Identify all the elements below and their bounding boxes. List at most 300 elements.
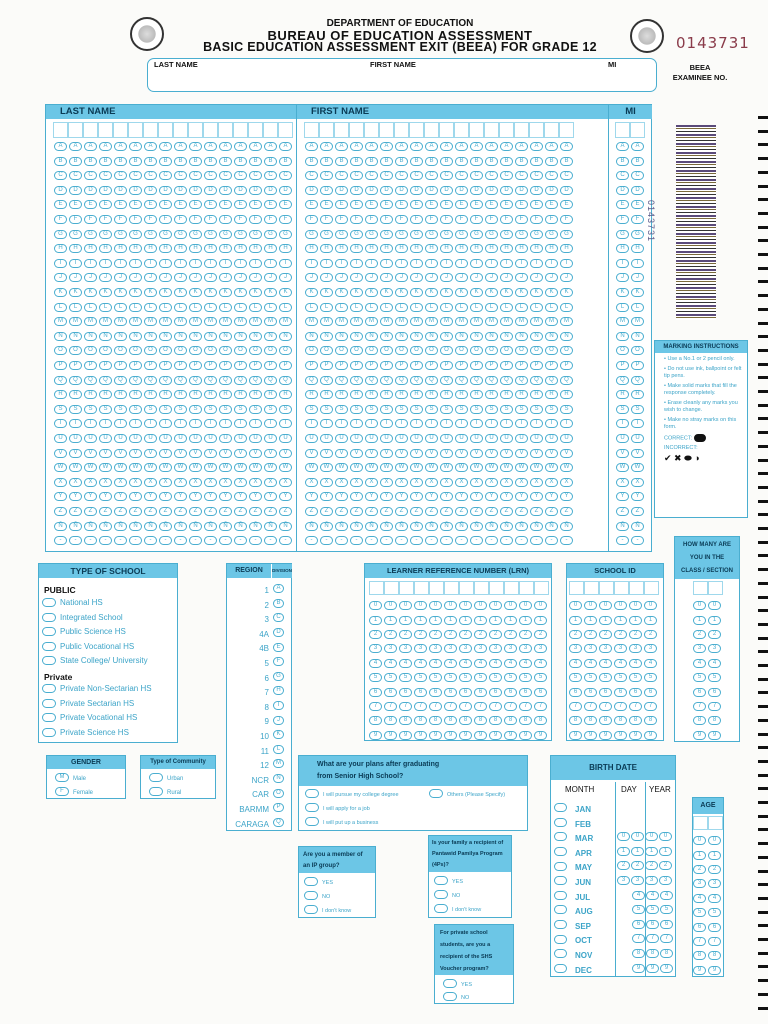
lrn-write-cell[interactable] [369,581,384,595]
lrn-digit-bubble[interactable]: 4 [444,659,457,668]
lrn-digit-bubble[interactable]: 1 [489,616,502,625]
name-letter-bubble[interactable]: P [129,361,142,370]
name-letter-bubble[interactable]: E [395,200,408,209]
name-letter-bubble[interactable]: M [545,317,558,326]
name-letter-bubble[interactable]: D [84,186,97,195]
name-letter-bubble[interactable]: H [380,244,393,253]
school-id-digit-bubble[interactable]: 8 [584,716,597,725]
ip-dontknow-bubble[interactable] [304,905,318,914]
name-letter-bubble[interactable]: U [485,434,498,443]
name-letter-bubble[interactable]: E [99,200,112,209]
name-letter-bubble[interactable]: H [159,244,172,253]
name-letter-bubble[interactable]: I [204,259,217,268]
name-letter-bubble[interactable]: R [631,390,644,399]
name-letter-bubble[interactable]: F [350,215,363,224]
name-letter-bubble[interactable]: P [219,361,232,370]
birth-month-row[interactable] [554,803,591,814]
name-letter-bubble[interactable]: J [54,273,67,282]
name-letter-bubble[interactable]: P [234,361,247,370]
name-letter-bubble[interactable]: W [54,463,67,472]
name-letter-bubble[interactable]: Ñ [99,522,112,531]
name-letter-bubble[interactable]: B [144,157,157,166]
region-bubble[interactable]: H [273,686,284,695]
name-letter-bubble[interactable]: E [530,200,543,209]
region-row[interactable] [227,657,291,668]
lrn-digit-bubble[interactable]: 7 [399,702,412,711]
lrn-digit-bubble[interactable]: 0 [474,601,487,610]
name-letter-bubble[interactable]: U [515,434,528,443]
birth-month-row[interactable] [554,832,593,843]
name-letter-bubble[interactable]: F [560,215,573,224]
name-letter-bubble[interactable]: B [500,157,513,166]
lrn-digit-bubble[interactable]: 7 [414,702,427,711]
name-letter-bubble[interactable]: M [380,317,393,326]
age-write-row[interactable] [693,816,723,830]
name-write-cell[interactable] [158,122,173,138]
name-letter-bubble[interactable]: L [616,303,629,312]
name-letter-bubble[interactable]: B [515,157,528,166]
name-letter-bubble[interactable]: R [455,390,468,399]
name-letter-bubble[interactable]: T [545,419,558,428]
name-letter-bubble[interactable]: Z [305,507,318,516]
section-digit-bubble[interactable]: 8 [708,716,721,725]
name-letter-bubble[interactable]: T [485,419,498,428]
name-letter-bubble[interactable]: O [380,346,393,355]
name-letter-bubble[interactable]: I [335,259,348,268]
lrn-write-cell[interactable] [444,581,459,595]
birth-digit-bubble[interactable]: 5 [660,905,673,914]
lrn-digit-bubble[interactable]: 7 [429,702,442,711]
name-letter-bubble[interactable]: C [219,171,232,180]
name-letter-bubble[interactable]: Y [410,492,423,501]
name-letter-bubble[interactable]: T [560,419,573,428]
name-letter-bubble[interactable]: O [84,346,97,355]
birth-digit-bubble[interactable]: 4 [632,891,645,900]
name-letter-bubble[interactable]: Y [144,492,157,501]
name-letter-bubble[interactable]: T [631,419,644,428]
name-letter-bubble[interactable]: P [249,361,262,370]
name-letter-bubble[interactable]: D [335,186,348,195]
name-letter-bubble[interactable]: J [335,273,348,282]
name-write-cell[interactable] [218,122,233,138]
name-letter-bubble[interactable]: O [174,346,187,355]
name-letter-bubble[interactable]: C [234,171,247,180]
name-letter-bubble[interactable]: R [189,390,202,399]
school-id-digit-bubble[interactable]: 5 [569,673,582,682]
name-letter-bubble[interactable]: G [129,230,142,239]
month-bubble[interactable] [554,847,567,856]
name-letter-bubble[interactable]: E [174,200,187,209]
lrn-write-cell[interactable] [489,581,504,595]
name-letter-bubble[interactable]: T [279,419,292,428]
name-letter-bubble[interactable]: V [455,449,468,458]
name-letter-bubble[interactable]: F [174,215,187,224]
name-letter-bubble[interactable]: C [114,171,127,180]
name-letter-bubble[interactable]: V [305,449,318,458]
name-letter-bubble[interactable]: M [485,317,498,326]
name-letter-bubble[interactable]: Ñ [410,522,423,531]
name-letter-bubble[interactable]: B [219,157,232,166]
name-letter-bubble[interactable]: L [84,303,97,312]
name-letter-bubble[interactable]: N [84,332,97,341]
name-letter-bubble[interactable]: S [365,405,378,414]
name-letter-bubble[interactable]: O [365,346,378,355]
birth-digit-bubble[interactable]: 9 [632,964,645,973]
name-letter-bubble[interactable]: C [249,171,262,180]
name-letter-bubble[interactable]: I [144,259,157,268]
name-letter-bubble[interactable]: G [350,230,363,239]
name-letter-bubble[interactable]: V [320,449,333,458]
name-letter-bubble[interactable]: M [69,317,82,326]
name-letter-bubble[interactable]: X [530,478,543,487]
school-id-digit-bubble[interactable]: 5 [644,673,657,682]
lrn-digit-bubble[interactable]: 0 [489,601,502,610]
lrn-digit-bubble[interactable]: 9 [489,731,502,740]
name-letter-bubble[interactable]: W [335,463,348,472]
name-letter-bubble[interactable]: Ñ [545,522,558,531]
name-letter-bubble[interactable]: S [545,405,558,414]
name-letter-bubble[interactable]: V [545,449,558,458]
name-letter-bubble[interactable]: Z [234,507,247,516]
name-letter-bubble[interactable]: Y [365,492,378,501]
name-letter-bubble[interactable]: X [69,478,82,487]
name-write-cell[interactable] [559,122,574,138]
name-write-cell[interactable] [304,122,319,138]
name-letter-bubble[interactable]: Ñ [631,522,644,531]
name-letter-bubble[interactable]: Z [616,507,629,516]
name-letter-bubble[interactable]: D [395,186,408,195]
school-id-digit-bubble[interactable]: 6 [644,688,657,697]
school-id-digit-bubble[interactable]: 9 [614,731,627,740]
name-letter-bubble[interactable]: W [84,463,97,472]
lrn-digit-bubble[interactable]: 6 [519,688,532,697]
name-letter-bubble[interactable]: U [470,434,483,443]
name-letter-bubble[interactable]: - [470,536,483,545]
name-letter-bubble[interactable]: U [545,434,558,443]
name-letter-bubble[interactable]: Z [320,507,333,516]
name-letter-bubble[interactable]: Q [69,376,82,385]
school-id-digit-bubble[interactable]: 4 [644,659,657,668]
lrn-write-cell[interactable] [534,581,549,595]
name-letter-bubble[interactable]: G [440,230,453,239]
name-letter-bubble[interactable]: - [189,536,202,545]
lrn-digit-bubble[interactable]: 7 [474,702,487,711]
name-letter-bubble[interactable]: M [410,317,423,326]
region-bubble[interactable]: K [273,730,284,739]
age-digit-bubble[interactable]: 5 [708,908,721,917]
month-bubble[interactable] [554,905,567,914]
name-letter-bubble[interactable]: U [380,434,393,443]
school-id-digit-bubble[interactable]: 7 [629,702,642,711]
name-letter-bubble[interactable]: A [129,142,142,151]
name-letter-bubble[interactable]: T [249,419,262,428]
name-letter-bubble[interactable]: U [320,434,333,443]
name-letter-bubble[interactable]: I [279,259,292,268]
section-write-cell[interactable] [693,581,708,595]
name-letter-bubble[interactable]: P [530,361,543,370]
lrn-digit-bubble[interactable]: 8 [399,716,412,725]
name-letter-bubble[interactable]: M [189,317,202,326]
name-letter-bubble[interactable]: Q [485,376,498,385]
name-letter-bubble[interactable]: S [54,405,67,414]
name-letter-bubble[interactable]: U [249,434,262,443]
lrn-digit-bubble[interactable]: 5 [534,673,547,682]
name-letter-bubble[interactable]: P [616,361,629,370]
name-letter-bubble[interactable]: R [440,390,453,399]
name-letter-bubble[interactable]: L [485,303,498,312]
name-letter-bubble[interactable]: S [440,405,453,414]
name-letter-bubble[interactable]: Y [545,492,558,501]
lrn-digit-bubble[interactable]: 8 [459,716,472,725]
name-letter-bubble[interactable]: O [54,346,67,355]
name-letter-bubble[interactable]: Z [350,507,363,516]
name-letter-bubble[interactable]: Ñ [159,522,172,531]
lrn-digit-bubble[interactable]: 2 [369,630,382,639]
name-letter-bubble[interactable]: B [320,157,333,166]
name-letter-bubble[interactable]: Ñ [500,522,513,531]
lrn-digit-bubble[interactable]: 5 [414,673,427,682]
name-letter-bubble[interactable]: E [54,200,67,209]
name-letter-bubble[interactable]: E [560,200,573,209]
lrn-write-cell[interactable] [429,581,444,595]
name-letter-bubble[interactable]: K [485,288,498,297]
lrn-digit-bubble[interactable]: 7 [519,702,532,711]
name-letter-bubble[interactable]: B [99,157,112,166]
lrn-digit-bubble[interactable]: 1 [519,616,532,625]
name-letter-bubble[interactable]: S [395,405,408,414]
name-letter-bubble[interactable]: A [305,142,318,151]
name-letter-bubble[interactable]: C [264,171,277,180]
name-letter-bubble[interactable]: E [219,200,232,209]
birth-digit-bubble[interactable]: 5 [646,905,659,914]
name-letter-bubble[interactable]: D [485,186,498,195]
name-letter-bubble[interactable]: Z [410,507,423,516]
name-letter-bubble[interactable]: W [455,463,468,472]
lrn-digit-bubble[interactable]: 0 [459,601,472,610]
name-letter-bubble[interactable]: T [380,419,393,428]
lrn-write-cell[interactable] [459,581,474,595]
name-letter-bubble[interactable]: R [159,390,172,399]
fourps-dontknow-bubble[interactable] [434,904,448,913]
lrn-digit-bubble[interactable]: 0 [429,601,442,610]
name-letter-bubble[interactable]: W [350,463,363,472]
name-letter-bubble[interactable]: C [174,171,187,180]
birth-digit-bubble[interactable]: 1 [645,847,658,856]
name-letter-bubble[interactable]: N [144,332,157,341]
birth-digit-bubble[interactable]: 9 [660,964,673,973]
name-letter-bubble[interactable]: O [616,346,629,355]
lrn-digit-bubble[interactable]: 6 [429,688,442,697]
name-letter-bubble[interactable]: L [219,303,232,312]
name-letter-bubble[interactable]: L [234,303,247,312]
lrn-digit-bubble[interactable]: 6 [444,688,457,697]
name-letter-bubble[interactable]: S [530,405,543,414]
name-letter-bubble[interactable]: G [380,230,393,239]
name-letter-bubble[interactable]: C [335,171,348,180]
name-letter-bubble[interactable]: V [234,449,247,458]
name-letter-bubble[interactable]: K [545,288,558,297]
school-id-digit-bubble[interactable]: 5 [629,673,642,682]
name-write-cell[interactable] [319,122,334,138]
name-letter-bubble[interactable]: T [305,419,318,428]
name-letter-bubble[interactable]: N [515,332,528,341]
region-bubble[interactable]: O [273,789,284,798]
name-letter-bubble[interactable]: P [320,361,333,370]
name-write-cell[interactable] [454,122,469,138]
name-letter-bubble[interactable]: H [264,244,277,253]
name-letter-bubble[interactable]: K [380,288,393,297]
name-letter-bubble[interactable]: D [129,186,142,195]
name-letter-bubble[interactable]: D [279,186,292,195]
male-bubble[interactable]: M [55,773,69,782]
section-digit-bubble[interactable]: 9 [708,731,721,740]
school-id-digit-bubble[interactable]: 1 [569,616,582,625]
name-letter-bubble[interactable]: J [234,273,247,282]
birth-digit-bubble[interactable]: 1 [631,847,644,856]
name-letter-bubble[interactable]: J [219,273,232,282]
name-letter-bubble[interactable]: C [144,171,157,180]
age-digit-bubble[interactable]: 1 [693,851,706,860]
school-id-digit-bubble[interactable]: 2 [614,630,627,639]
name-letter-bubble[interactable]: I [631,259,644,268]
name-letter-bubble[interactable]: Y [129,492,142,501]
name-letter-bubble[interactable]: I [616,259,629,268]
name-letter-bubble[interactable]: Ñ [189,522,202,531]
name-letter-bubble[interactable]: Z [545,507,558,516]
school-id-digit-bubble[interactable]: 8 [644,716,657,725]
plan-job-bubble[interactable] [305,803,319,812]
name-letter-bubble[interactable]: S [560,405,573,414]
name-letter-bubble[interactable]: J [500,273,513,282]
name-letter-bubble[interactable]: W [631,463,644,472]
name-letter-bubble[interactable]: J [455,273,468,282]
name-letter-bubble[interactable]: T [144,419,157,428]
name-letter-bubble[interactable]: Y [485,492,498,501]
age-digit-bubble[interactable]: 7 [708,937,721,946]
name-letter-bubble[interactable]: V [515,449,528,458]
school-id-write-cell[interactable] [584,581,599,595]
name-letter-bubble[interactable]: I [219,259,232,268]
school-id-digit-bubble[interactable]: 6 [614,688,627,697]
name-letter-bubble[interactable]: O [425,346,438,355]
name-letter-bubble[interactable]: Ñ [174,522,187,531]
age-digit-bubble[interactable]: 0 [708,836,721,845]
name-write-cell[interactable] [469,122,484,138]
name-letter-bubble[interactable]: Ñ [84,522,97,531]
name-letter-bubble[interactable]: Z [365,507,378,516]
plan-business-option[interactable] [305,817,378,826]
name-letter-bubble[interactable]: Q [440,376,453,385]
school-id-digit-bubble[interactable]: 7 [569,702,582,711]
age-digit-bubble[interactable]: 2 [708,865,721,874]
name-letter-bubble[interactable]: X [204,478,217,487]
name-letter-bubble[interactable]: I [305,259,318,268]
name-letter-bubble[interactable]: U [264,434,277,443]
name-letter-bubble[interactable]: G [69,230,82,239]
name-letter-bubble[interactable]: Q [204,376,217,385]
name-letter-bubble[interactable]: H [174,244,187,253]
name-letter-bubble[interactable]: S [515,405,528,414]
name-letter-bubble[interactable]: A [365,142,378,151]
name-letter-bubble[interactable]: N [159,332,172,341]
name-letter-bubble[interactable]: A [174,142,187,151]
name-letter-bubble[interactable]: N [485,332,498,341]
lrn-digit-bubble[interactable]: 9 [429,731,442,740]
name-letter-bubble[interactable]: Q [380,376,393,385]
region-bubble[interactable]: J [273,716,284,725]
lrn-digit-bubble[interactable]: 1 [369,616,382,625]
name-letter-bubble[interactable]: O [410,346,423,355]
name-letter-bubble[interactable]: K [189,288,202,297]
name-letter-bubble[interactable]: J [470,273,483,282]
name-letter-bubble[interactable]: F [204,215,217,224]
name-letter-bubble[interactable]: C [189,171,202,180]
name-letter-bubble[interactable]: V [249,449,262,458]
name-letter-bubble[interactable]: H [616,244,629,253]
lrn-digit-bubble[interactable]: 9 [474,731,487,740]
name-letter-bubble[interactable]: M [440,317,453,326]
name-letter-bubble[interactable]: Q [189,376,202,385]
name-letter-bubble[interactable]: Z [219,507,232,516]
name-letter-bubble[interactable]: O [631,346,644,355]
ip-yes-option[interactable] [304,877,333,886]
name-letter-bubble[interactable]: A [455,142,468,151]
name-letter-bubble[interactable]: S [114,405,127,414]
name-letter-bubble[interactable]: F [500,215,513,224]
age-digit-bubble[interactable]: 5 [693,908,706,917]
name-letter-bubble[interactable]: N [305,332,318,341]
lrn-write-cell[interactable] [474,581,489,595]
name-write-cell[interactable] [484,122,499,138]
section-digit-bubble[interactable]: 3 [708,644,721,653]
name-letter-bubble[interactable]: K [305,288,318,297]
name-letter-bubble[interactable]: M [305,317,318,326]
name-letter-bubble[interactable]: F [380,215,393,224]
name-letter-bubble[interactable]: K [279,288,292,297]
name-letter-bubble[interactable]: W [264,463,277,472]
name-letter-bubble[interactable]: Ñ [515,522,528,531]
name-letter-bubble[interactable]: F [249,215,262,224]
name-letter-bubble[interactable]: Q [305,376,318,385]
name-letter-bubble[interactable]: - [440,536,453,545]
name-letter-bubble[interactable]: P [99,361,112,370]
birth-digit-bubble[interactable]: 3 [659,876,672,885]
school-id-write-row[interactable] [569,581,659,595]
name-letter-bubble[interactable]: I [515,259,528,268]
birth-digit-bubble[interactable]: 0 [645,832,658,841]
name-letter-bubble[interactable]: K [99,288,112,297]
name-letter-bubble[interactable]: B [335,157,348,166]
name-letter-bubble[interactable]: F [320,215,333,224]
region-bubble[interactable]: I [273,701,284,710]
rural-option[interactable] [149,787,181,796]
name-letter-bubble[interactable]: O [129,346,142,355]
name-letter-bubble[interactable]: P [335,361,348,370]
birth-digit-bubble[interactable]: 0 [617,832,630,841]
name-letter-bubble[interactable]: N [395,332,408,341]
month-bubble[interactable] [554,862,567,871]
name-letter-bubble[interactable]: I [189,259,202,268]
plan-business-bubble[interactable] [305,817,319,826]
name-letter-bubble[interactable]: Z [455,507,468,516]
school-id-digit-bubble[interactable]: 7 [644,702,657,711]
lrn-digit-bubble[interactable]: 6 [489,688,502,697]
lrn-write-cell[interactable] [519,581,534,595]
name-letter-bubble[interactable]: K [455,288,468,297]
name-letter-bubble[interactable]: L [305,303,318,312]
name-letter-bubble[interactable]: H [500,244,513,253]
name-write-cell[interactable] [278,122,293,138]
